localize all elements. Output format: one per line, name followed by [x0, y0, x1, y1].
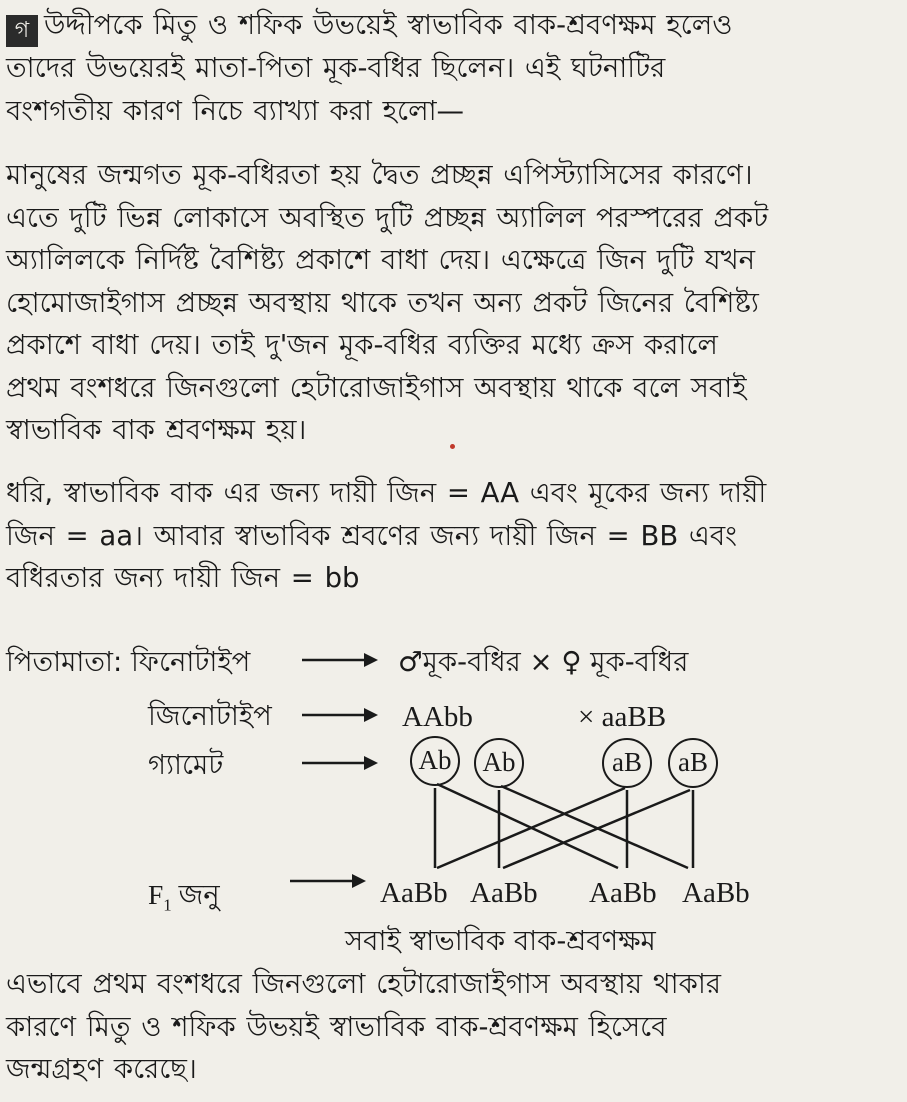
conclusion-paragraph: [6, 963, 898, 1091]
intro-line: তাদের উভয়েরই মাতা-পিতা মূক-বধির ছিলেন। এই ঘটনাটির: [6, 52, 666, 84]
conclusion-line: জন্মগ্রহণ করেছে।: [6, 1053, 197, 1085]
assumption-line: জিন = aa। আবার স্বাভাবিক শ্রবণের জন্য দায়ী জিন = BB এবং: [6, 519, 737, 552]
section-badge: গ: [6, 15, 38, 47]
f1-phenotype: সবাই স্বাভাবিক বাক-শ্রবণক্ষম: [345, 925, 656, 957]
explanation-line: স্বাভাবিক বাক শ্রবণক্ষম হয়।: [6, 414, 307, 446]
f1-offspring: AaBb: [380, 877, 448, 909]
f1-label: $F_1$ জনু: [148, 879, 220, 915]
intro-line: উদ্দীপকে মিতু ও শফিক উভয়েই স্বাভাবিক বাক-শ্রবণক্ষম হলেও: [44, 9, 733, 41]
arrow-icon: [290, 869, 366, 893]
gamete-circle: Ab: [410, 736, 460, 786]
explanation-line: প্রথম বংশধরে জিনগুলো হেটারোজাইগাস অবস্থায় থাকে বলে সবাই: [6, 371, 747, 404]
genotype-label: জিনোটাইপ: [148, 700, 272, 732]
parents-phenotype: ♂মূক-বধির × ♀ মূক-বধির: [398, 646, 689, 678]
f1-offspring: AaBb: [682, 877, 750, 909]
parents-label: পিতামাতা: ফিনোটাইপ: [6, 646, 251, 678]
gamete-circle: aB: [668, 738, 718, 788]
f1-offspring: AaBb: [470, 877, 538, 909]
explanation-line: অ্যালিলকে নির্দিষ্ট বৈশিষ্ট্য প্রকাশে বাধা দেয়। এক্ষেত্রে জিন দুটি যখন: [6, 244, 756, 276]
assumption-line: বধিরতার জন্য দায়ী জিন = bb: [6, 562, 360, 594]
gamete-circle: Ab: [474, 738, 524, 788]
intro-line: বংশগতীয় কারণ নিচে ব্যাখ্যা করা হলো—: [6, 94, 465, 127]
conclusion-line: কারণে মিতু ও শফিক উভয়ই স্বাভাবিক বাক-শ্রবণক্ষম হিসেবে: [6, 1010, 667, 1043]
f1-offspring: AaBb: [589, 877, 657, 909]
gamete-circle: aB: [602, 738, 652, 788]
explanation-line: এতে দুটি ভিন্ন লোকাসে অবস্থিত দুটি প্রচ্ছন্ন অ্যালিল পরস্পরের প্রকট: [6, 201, 769, 234]
conclusion-line: এভাবে প্রথম বংশধরে জিনগুলো হেটারোজাইগাস অবস্থায় থাকার: [6, 968, 721, 1000]
gamete-label: গ্যামেট: [148, 749, 224, 781]
assumption-line: ধরি, স্বাভাবিক বাক এর জন্য দায়ী জিন = AA এবং মূকের জন্য দায়ী: [6, 477, 767, 509]
genotype-female: × aaBB: [578, 701, 667, 733]
genotype-male: AAbb: [402, 701, 473, 733]
explanation-line: হোমোজাইগাস প্রচ্ছন্ন অবস্থায় থাকে তখন অন্য প্রকট জিনের বৈশিষ্ট্য: [6, 286, 759, 319]
explanation-line: মানুষের জন্মগত মূক-বধিরতা হয় দ্বৈত প্রচ্ছন্ন এপিস্ট্যাসিসের কারণে।: [6, 159, 753, 191]
explanation-line: প্রকাশে বাধা দেয়। তাই দু'জন মূক-বধির ব্যক্তির মধ্যে ক্রস করালে: [6, 329, 718, 361]
